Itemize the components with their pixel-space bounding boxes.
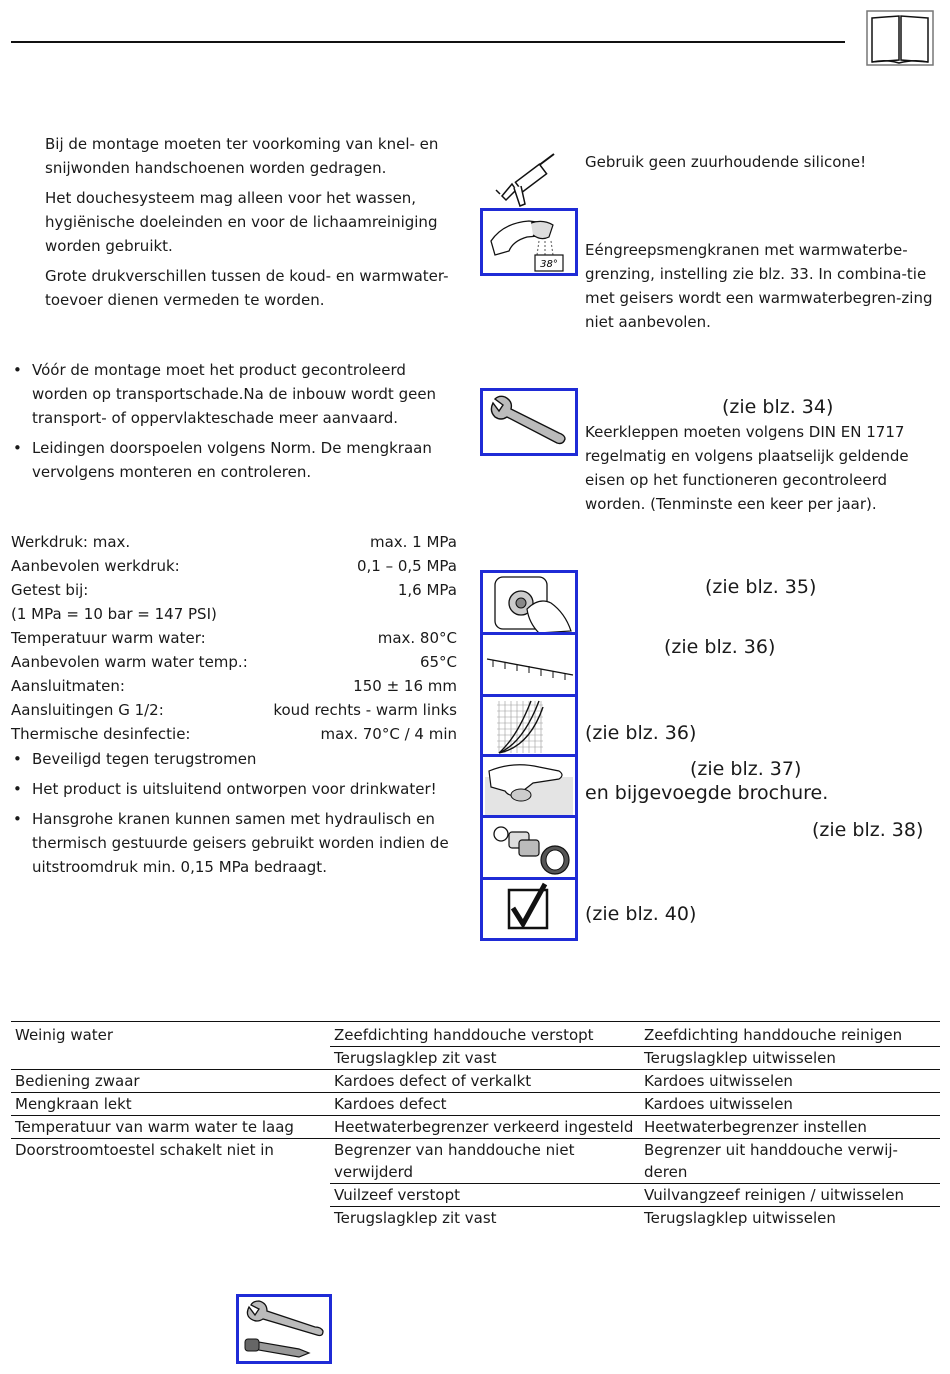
note-pressure: Grote drukverschillen tussen de koud- en warmwater-toevoer dienen vermeden te worden. <box>45 267 449 309</box>
spec-row: Werkdruk: max. max. 1 MPa <box>11 533 457 551</box>
remedy-cell: Terugslagklep uitwisselen <box>644 1209 836 1227</box>
problem-cell: Doorstroomtoestel schakelt niet in <box>15 1141 274 1159</box>
install-bullets <box>11 358 466 490</box>
temperature-readout: 38° <box>540 259 558 270</box>
ref-page-37: (zie blz. 37) <box>690 758 802 780</box>
spec-row: Aanbevolen werkdruk: 0,1 – 0,5 MPa <box>11 557 457 575</box>
wrench-icon <box>480 388 578 456</box>
spec-row: Aansluitmaten: 150 ± 16 mm <box>11 677 457 695</box>
troubleshooting-top-rule <box>11 1021 940 1022</box>
wall-valve-icon <box>480 570 578 636</box>
spec-row: Aansluitingen G 1/2: koud rechts - warm links <box>11 701 457 719</box>
table-row <box>11 1070 940 1093</box>
spec-row: Getest bij: 1,6 MPa <box>11 581 457 599</box>
bullet-drinkwater: • Het product is uitsluitend ontworpen voor drinkwater! <box>11 777 466 801</box>
cause-cell: Terugslagklep zit vast <box>334 1209 497 1227</box>
table-row <box>11 1024 940 1047</box>
silicone-gun-icon <box>492 150 560 208</box>
table-row <box>11 1047 940 1070</box>
troubleshooting-table <box>11 1024 940 1229</box>
bullet-geysers: • Hansgrohe kranen kunnen samen met hydraulisch en thermisch gestuurde geisers gebruikt worden indien de uitstroomdruk min. 0,15 MPa bedraagt. <box>11 807 466 879</box>
note-gloves: Bij de montage moeten ter voorkoming van knel- en snijwonden handschoenen worden gedragen. <box>45 135 439 177</box>
spec-row: (1 MPa = 10 bar = 147 PSI) <box>11 605 217 623</box>
remedy-cell: Vuilvangzeef reinigen / uitwisselen <box>640 1184 940 1207</box>
cause-cell: Kardoes defect <box>330 1093 640 1116</box>
problem-cell <box>11 1184 330 1207</box>
safety-notes <box>45 132 465 318</box>
brochure-note: en bijgevoegde brochure. <box>585 782 829 804</box>
problem-cell: Bediening zwaar <box>11 1070 330 1093</box>
spec-row: Temperatuur warm water: max. 80°C <box>11 629 457 647</box>
spec-bullets <box>11 747 466 885</box>
table-row <box>11 1093 940 1116</box>
silicone-warning: Gebruik geen zuurhoudende silicone! <box>585 153 867 171</box>
remedy-cell: Heetwaterbegrenzer instellen <box>640 1116 940 1139</box>
problem-cell <box>11 1047 330 1070</box>
measure-ruler-icon <box>480 632 578 698</box>
cause-cell: Zeefdichting handdouche verstopt <box>330 1024 640 1047</box>
book-icon <box>866 10 934 66</box>
spec-row: Thermische desinfectie: max. 70°C / 4 min <box>11 725 457 743</box>
header-rule <box>11 41 845 43</box>
note-usage: Het douchesysteem mag alleen voor het wassen, hygiënische doeleinden en voor de lichaamreiniging worden gebruikt. <box>45 189 438 255</box>
problem-cell <box>11 1207 330 1230</box>
remedy-cell: Zeefdichting handdouche reinigen <box>640 1024 940 1047</box>
spec-table <box>11 530 457 746</box>
problem-cell: Temperatuur van warm water te laag <box>11 1116 330 1139</box>
hand-cleaning-icon <box>480 754 578 820</box>
ref-page-35: (zie blz. 35) <box>705 576 817 598</box>
bullet-backflow: • Beveiligd tegen terugstromen <box>11 747 466 771</box>
spec-row: Aanbevolen warm water temp.: 65°C <box>11 653 457 671</box>
remedy-cell: Terugslagklep uitwisselen <box>640 1047 940 1070</box>
ref-page-36-b: (zie blz. 36) <box>585 722 697 744</box>
mixer-note: Eéngreepsmengkranen met warmwaterbe-grenzing, instelling zie blz. 33. In combina-tie met geisers wordt een warmwaterbegren-zing niet aanbevolen. <box>585 241 933 331</box>
cause-cell: Terugslagklep zit vast <box>330 1047 640 1070</box>
bullet-transport: • Vóór de montage moet het product gecontroleerd worden op transportschade.Na de inbouw wordt geen transport- of oppervlakteschade meer aanvaard. <box>11 358 466 430</box>
remedy-cell: Begrenzer uit handdouche verwij-deren <box>640 1139 940 1184</box>
ref-page-38: (zie blz. 38) <box>812 819 924 841</box>
remedy-cell: Kardoes uitwisselen <box>640 1093 940 1116</box>
remedy-cell: Kardoes uitwisselen <box>640 1070 940 1093</box>
flow-diagram-icon <box>480 694 578 760</box>
checkmark-icon <box>480 877 578 941</box>
cause-cell: Heetwaterbegrenzer verkeerd ingesteld <box>330 1116 640 1139</box>
table-row <box>11 1116 940 1139</box>
table-row <box>11 1139 940 1184</box>
problem-cell: Mengkraan lekt <box>11 1093 330 1116</box>
hand-shower-icon <box>480 208 578 276</box>
ref-page-40: (zie blz. 40) <box>585 903 697 925</box>
aerator-parts-icon <box>480 815 578 881</box>
table-row <box>11 1184 940 1207</box>
table-row <box>11 1207 940 1230</box>
ref-page-34: (zie blz. 34) <box>722 396 834 418</box>
tools-icon <box>236 1294 332 1364</box>
cause-cell: Vuilzeef verstopt <box>330 1184 640 1207</box>
problem-cell: Weinig water <box>15 1026 114 1044</box>
cause-cell: Begrenzer van handdouche niet verwijderd <box>330 1139 640 1184</box>
bullet-flush: • Leidingen doorspoelen volgens Norm. De mengkraan vervolgens monteren en controleren. <box>11 436 466 484</box>
valve-note: Keerkleppen moeten volgens DIN EN 1717 regelmatig en volgens plaatselijk geldende eisen op het functioneren gecontroleerd worden. (Tenminste een keer per jaar). <box>585 423 909 513</box>
cause-cell: Kardoes defect of verkalkt <box>330 1070 640 1093</box>
ref-page-36-a: (zie blz. 36) <box>664 636 776 658</box>
